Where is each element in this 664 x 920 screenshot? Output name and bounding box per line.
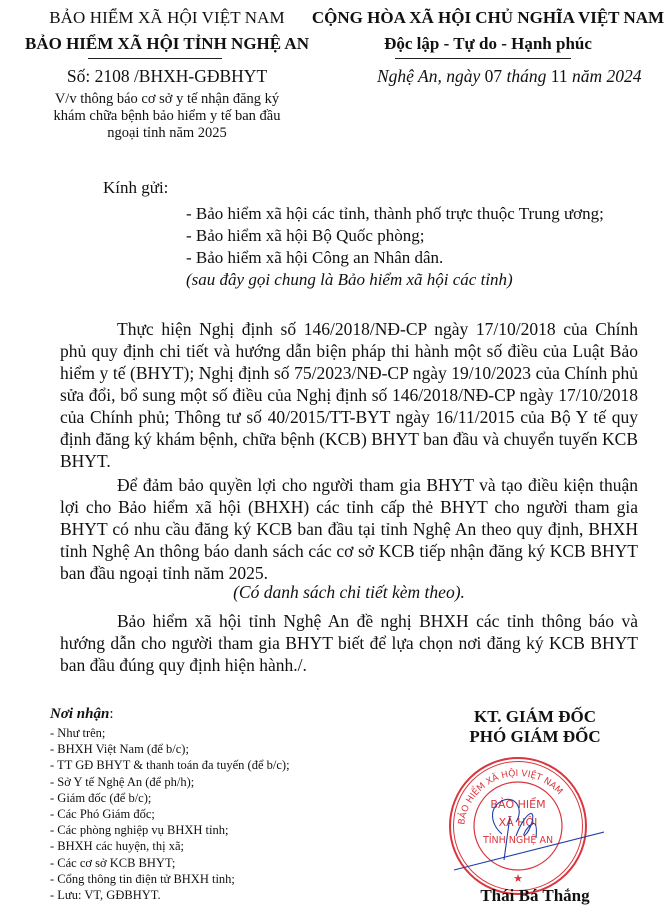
subject-line: khám chữa bệnh bảo hiểm y tế ban đầu	[53, 108, 281, 124]
signature-title-position: PHÓ GIÁM ĐỐC	[469, 727, 601, 746]
distribution-title	[50, 706, 114, 723]
recipient-item: - Bảo hiểm xã hội Bộ Quốc phòng;	[186, 226, 425, 245]
body-paragraph-2	[60, 474, 638, 584]
distribution-list	[50, 725, 290, 903]
recipient-item: - Bảo hiểm xã hội Công an Nhân dân.	[186, 248, 444, 267]
recipient-item: - Bảo hiểm xã hội các tỉnh, thành phố trực thuộc Trung ương;	[186, 204, 604, 223]
document-number: Số: 2108 /BHXH-GĐBHYT	[66, 66, 268, 86]
distribution-item: - Các Phó Giám đốc;	[50, 807, 155, 822]
paragraph-text: Thực hiện Nghị định số 146/2018/NĐ-CP ngày 17/10/2018 của Chính phủ quy định chi tiết và hướng dẫn biện pháp thi hành một số điều của Luật Bảo hiểm y tế (BHYT); Nghị định số 75/2023/NĐ-CP ngày 19/10/2023 của Chính phủ sửa đổi, bổ sung một số điều của Nghị định số 146/2018/NĐ-CP ngày 17/10/2018 của Chính phủ; Thông tư số 40/2015/TT-BYT ngày 16/11/2015 của Bộ Y tế quy định đăng ký khám bệnh, chữa bệnh (KCB) BHYT ban đầu và chuyển tuyến KCB BHYT.	[60, 319, 638, 471]
subject-line: V/v thông báo cơ sở y tế nhận đăng ký	[54, 91, 280, 107]
distribution-item: - Sở Y tế Nghệ An (để ph/h);	[50, 774, 195, 789]
svg-text:BẢO HIỂM XÃ HỘI: BẢO HIỂM XÃ HỘI VIỆT NAM	[457, 768, 565, 826]
paragraph-text: Bảo hiểm xã hội tỉnh Nghệ An đề nghị BHXH các tỉnh thông báo và hướng dẫn cho người tham gia BHYT biết để lựa chọn nơi đăng ký KCB BHYT ban đầu đúng quy định hiện hành./.	[60, 611, 638, 675]
distribution-title-colon: :	[109, 706, 114, 722]
date-month: 11	[550, 66, 568, 86]
place-prefix: Nghệ An, ngày	[377, 66, 481, 86]
distribution-item: - Lưu: VT, GĐBHYT.	[50, 888, 161, 903]
signer-name: Thái Bá Thắng	[480, 886, 590, 905]
seal-stamp-icon	[432, 752, 604, 898]
distribution-item: - Các cơ sở KCB BHYT;	[50, 855, 176, 870]
paragraph-text: Để đảm bảo quyền lợi cho người tham gia BHYT và tạo điều kiện thuận lợi cho Bảo hiểm xã hội (BHXH) các tỉnh cấp thẻ BHYT cho người tham gia BHYT có nhu cầu đăng ký KCB ban đầu tại tỉnh Nghệ An theo quy định, BHXH tỉnh Nghệ An thông báo danh sách các cơ sở KCB tiếp nhận đăng ký KCB BHYT ban đầu ngoại tỉnh năm 2025.	[60, 475, 638, 583]
month-label: tháng	[506, 66, 547, 86]
distribution-item: - Như trên;	[50, 726, 106, 740]
motto-underline	[395, 58, 571, 59]
document-subject	[22, 91, 312, 142]
svg-text:XÃ HỘI: XÃ HỘI	[498, 816, 538, 829]
body-paragraph-3	[60, 610, 638, 676]
national-motto: Độc lập - Tự do - Hạnh phúc	[384, 34, 592, 53]
svg-text:★: ★	[513, 872, 523, 885]
organization-underline	[88, 58, 222, 59]
recipient-note: (sau đây gọi chung là Bảo hiểm xã hội các tỉnh)	[186, 270, 513, 289]
distribution-item: - BHXH các huyện, thị xã;	[50, 839, 184, 854]
subject-line: ngoại tỉnh năm 2025	[107, 125, 227, 141]
distribution-item: - Các phòng nghiệp vụ BHXH tỉnh;	[50, 823, 229, 838]
date-day: 07	[484, 66, 503, 86]
distribution-item: - Giám đốc (để b/c);	[50, 790, 152, 805]
distribution-item: - TT GĐ BHYT & thanh toán đa tuyến (để b/c);	[50, 758, 290, 773]
distribution-item: - BHXH Việt Nam (để b/c);	[50, 742, 189, 757]
attachment-note: (Có danh sách chi tiết kèm theo).	[233, 582, 465, 602]
distribution-title-text: Nơi nhận	[50, 706, 110, 722]
place-and-date	[377, 66, 641, 87]
parent-organization: BẢO HIỂM XÃ HỘI VIỆT NAM	[49, 8, 285, 27]
body-paragraph-1	[60, 318, 638, 472]
svg-text:TỈNH NGHỆ AN: TỈNH NGHỆ AN	[482, 835, 554, 846]
distribution-item: - Cổng thông tin điện tử BHXH tỉnh;	[50, 871, 235, 886]
issuing-organization: BẢO HIỂM XÃ HỘI TỈNH NGHỆ AN	[24, 34, 309, 53]
recipient-list	[186, 203, 604, 291]
svg-text:BẢO HIỂM: BẢO HIỂM	[490, 798, 546, 811]
year-label: năm 2024	[571, 66, 642, 86]
greeting: Kính gửi:	[103, 178, 169, 197]
signature-title-acting: KT. GIÁM ĐỐC	[474, 707, 596, 726]
official-seal	[432, 752, 604, 898]
national-title: CỘNG HÒA XÃ HỘI CHỦ NGHĨA VIỆT NAM	[311, 8, 664, 27]
